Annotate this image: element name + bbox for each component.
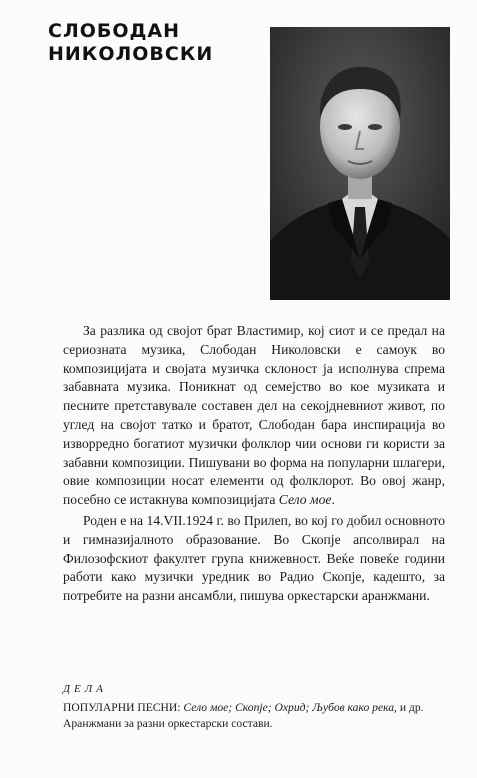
portrait-illustration <box>270 27 450 300</box>
biography <box>63 322 445 608</box>
last-name: НИКОЛОВСКИ <box>48 43 214 65</box>
bio-paragraph-1 <box>63 322 445 510</box>
arrangements: Аранжмани за разни оркестарски состави. <box>63 717 273 730</box>
composer-name <box>48 20 213 66</box>
popular-songs-end: и др. <box>396 701 424 714</box>
popular-songs <box>63 700 453 716</box>
works-section <box>63 681 453 732</box>
bio-paragraph-1-text: За разлика од својот брат Властимир, кој сиот и се предал на сериозната музика, Слободан Николовски е самоук во композицијата и својата музичка склоност ја исполнува спрема забавната музика. Поникнат од семејство во кое музиката и песните претставувале составен дел на секојдневниот живот, по углед на својот татко и братот, Слободан бара инспирација во изворредно богатиот музички фолклор чии основи ги користи за забавни композиции. Пишувани во форма на популарни шлагери, овие композиции носат елементи од фолклорот. Во овој жанр, посебно се истакнува композицијата <box>63 323 445 508</box>
popular-songs-titles: Село мое; Скопје; Охрид; Љубов како река, <box>183 701 397 714</box>
first-name: СЛОБОДАН <box>48 20 181 42</box>
bio-paragraph-2: Роден е на 14.VII.1924 г. во Прилеп, во кој го добил основното и гимназијалното образование. Во Скопје апсолвирал на Филозофскиот факултет група книжевност. Веќе повеќе години работи како музички уредник во Радио Скопје, кадешто, за потребите на разни ансамбли, пишува оркестарски аранжмани. <box>63 512 445 604</box>
portrait-photo <box>270 27 450 300</box>
bio-paragraph-1-end: . <box>331 492 335 508</box>
work-title-selo-moe: Село мое <box>278 492 332 508</box>
works-heading: ДЕЛА <box>63 683 107 695</box>
popular-songs-label: ПОПУЛАРНИ ПЕСНИ: <box>63 701 184 714</box>
